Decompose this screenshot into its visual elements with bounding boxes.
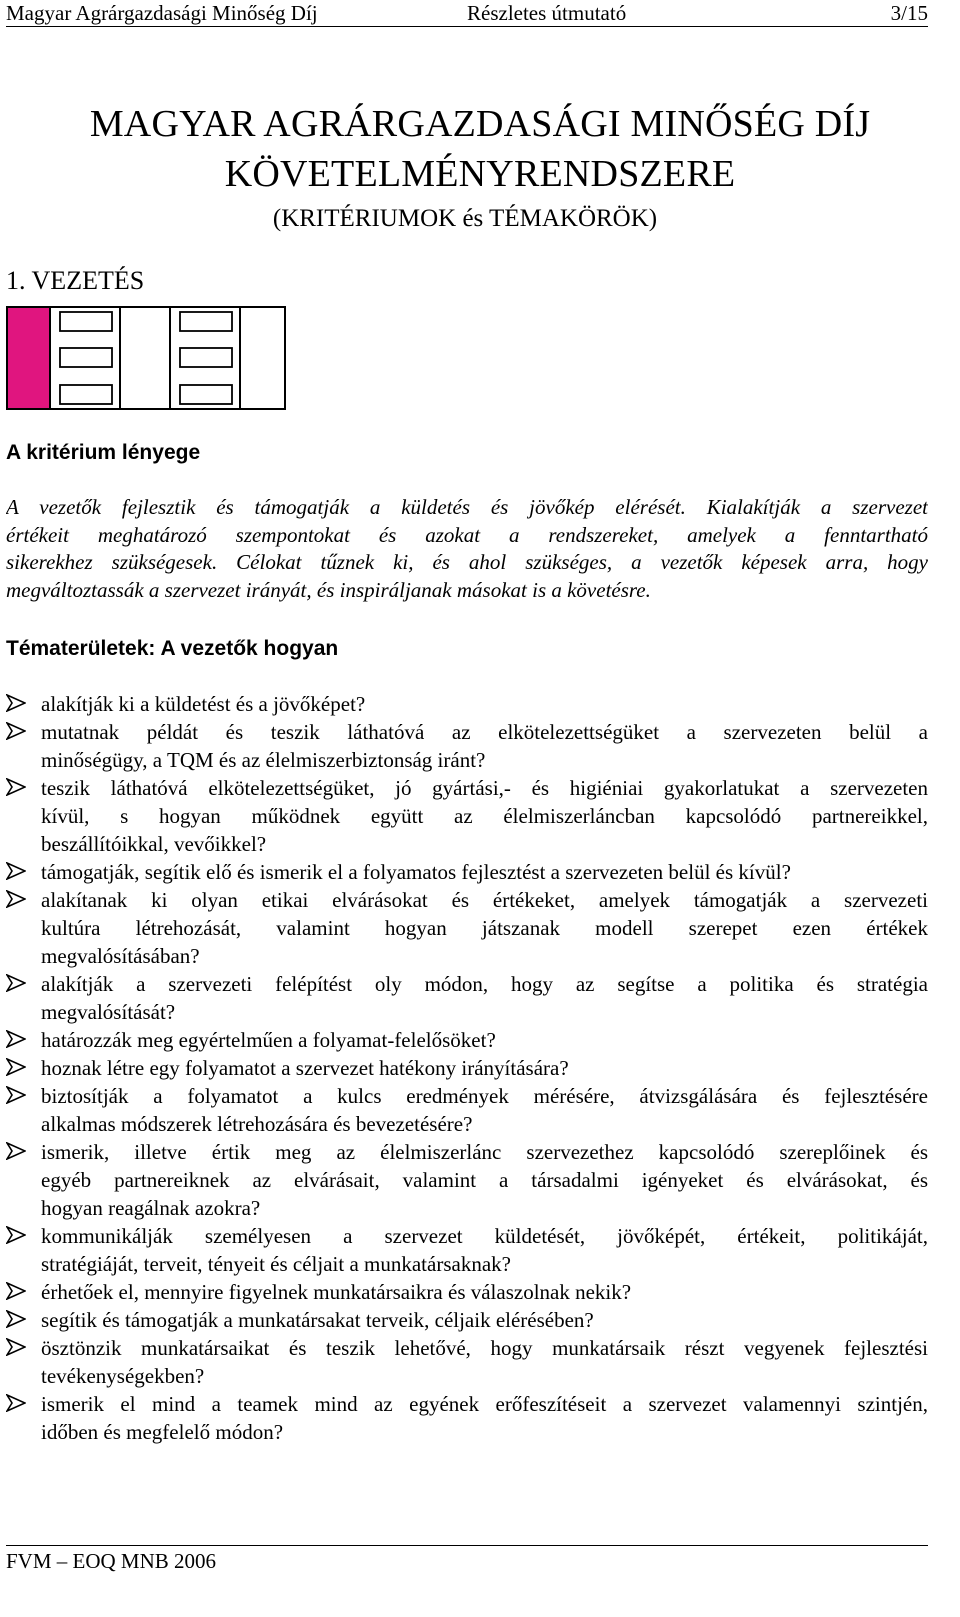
main-subtitle: (KRITÉRIUMOK és TÉMAKÖRÖK) (272, 205, 658, 232)
arrow-bullet-icon (6, 1338, 26, 1356)
section-title: 1. VEZETÉS (6, 266, 145, 295)
list-item-text-line: ismerik el mind a teamek mind az egyének erőfeszítéseit a szervezet valamennyi szintjén, (41, 1392, 928, 1416)
arrow-bullet-icon (6, 1030, 26, 1048)
list-item-text-line: alakítják a szervezeti felépítést oly módon, hogy az segítse a politika és stratégia (41, 972, 928, 996)
list-item (6, 858, 928, 886)
header-document-title: Magyar Agrárgazdasági Minőség Díj (6, 1, 318, 25)
arrow-bullet-icon (6, 722, 26, 740)
arrow-bullet-icon (6, 778, 26, 796)
people-results-box (180, 312, 232, 331)
partnerships-resources-box (60, 385, 112, 404)
list-item (6, 1390, 928, 1446)
header-page-number: 3/15 (890, 1, 928, 25)
customer-results-box (180, 348, 232, 367)
list-item (6, 1334, 928, 1390)
arrow-bullet-icon (6, 862, 26, 880)
list-item (6, 886, 928, 970)
list-item-text-line: minőségügy, a TQM és az élelmiszerbiztonság iránt? (41, 748, 486, 772)
list-item (6, 774, 928, 858)
list-item-text-line: kultúra létrehozását, valamint hogyan játszanak modell szerepet ezen értékek (41, 916, 928, 940)
arrow-bullet-icon (6, 1282, 26, 1300)
list-item-text-line: megvalósítását? (41, 1000, 176, 1024)
list-item-text-line: érhetőek el, mennyire figyelnek munkatársaikra és válaszolnak nekik? (41, 1280, 632, 1304)
list-item-text-line: határozzák meg egyértelműen a folyamat-felelősöket? (41, 1028, 496, 1052)
list-item-text-line: időben és megfelelő módon? (41, 1420, 284, 1444)
description-line: sikerekhez szükségesek. Célokat tűznek ki, és ahol szükséges, a vezetők képesek arra, hogy (6, 550, 928, 574)
page-footer: FVM – EOQ MNB 2006 (6, 1545, 928, 1574)
list-item (6, 1138, 928, 1222)
list-item-text-line: alakítják ki a küldetést és a jövőképet? (41, 692, 366, 716)
list-item (6, 1054, 928, 1082)
arrow-bullet-icon (6, 1310, 26, 1328)
people-box (60, 312, 112, 331)
arrow-bullet-icon (6, 1142, 26, 1160)
list-item-text-line: hogyan reagálnak azokra? (41, 1196, 261, 1220)
list-item (6, 1222, 928, 1278)
process-box (120, 307, 170, 409)
main-title-line-2: KÖVETELMÉNYRENDSZERE (224, 153, 736, 195)
criteria-model-diagram (6, 306, 286, 410)
list-item-text-line: kívül, s hogyan működnek együtt az élelmiszerláncban kapcsolódó partnereikkel, (41, 804, 928, 828)
arrow-bullet-icon (6, 1086, 26, 1104)
list-item-text-line: teszik láthatóvá elkötelezettségüket, jó gyártási,- és higiéniai gyakorlatukat a szervezeten (41, 776, 928, 800)
policy-strategy-box (60, 348, 112, 367)
header-section-title: Részletes útmutató (467, 1, 627, 25)
topics-list (6, 690, 928, 1446)
list-item-text-line: tevékenységekben? (41, 1364, 205, 1388)
arrow-bullet-icon (6, 974, 26, 992)
arrow-bullet-icon (6, 1394, 26, 1412)
society-results-box (180, 385, 232, 404)
list-item-text-line: ösztönzik munkatársaikat és teszik lehetővé, hogy munkatársaik részt vegyenek fejlesztési (41, 1336, 928, 1360)
list-item-text-line: mutatnak példát és teszik láthatóvá az elkötelezettségüket a szervezeten belül a (41, 720, 928, 744)
list-item-text-line: támogatják, segítik elő és ismerik el a folyamatos fejlesztést a szervezeten belül és kívül? (41, 860, 791, 884)
list-item-text-line: stratégiáját, terveit, tényeit és céljait a munkatársaknak? (41, 1252, 511, 1276)
list-item-text-line: alkalmas módszerek létrehozására és bevezetésére? (41, 1112, 473, 1136)
list-item (6, 1082, 928, 1138)
list-item (6, 970, 928, 1026)
criterion-description (6, 494, 928, 604)
list-item-text-line: egyéb partnereiknek az elvárásait, valamint a társadalmi igényeket és elvárásokat, és (41, 1168, 928, 1192)
arrow-bullet-icon (6, 890, 26, 908)
list-item-text-line: biztosítják a folyamatot a kulcs eredmények mérésére, átvizsgálására és fejlesztésére (41, 1084, 928, 1108)
list-item (6, 718, 928, 774)
list-item (6, 1278, 928, 1306)
key-results-box (240, 307, 285, 409)
description-line: A vezetők fejlesztik és támogatják a küldetés és jövőkép elérését. Kialakítják a szervezet (6, 495, 928, 519)
list-item-text-line: kommunikálják személyesen a szervezet küldetését, jövőképét, értékeit, politikáját, (41, 1224, 928, 1248)
main-title-line-1: MAGYAR AGRÁRGAZDASÁGI MINŐSÉG DÍJ (89, 103, 871, 145)
list-item (6, 690, 928, 718)
arrow-bullet-icon (6, 1226, 26, 1244)
arrow-bullet-icon (6, 1058, 26, 1076)
list-item (6, 1306, 928, 1334)
description-line: megváltoztassák a szervezet irányát, és inspiráljanak másokat is a követésre. (6, 577, 651, 602)
list-item-text-line: ismerik, illetve értik meg az élelmiszerlánc szervezethez kapcsolódó szereplőinek és (41, 1140, 928, 1164)
list-item (6, 1026, 928, 1054)
leadership-box-highlighted (7, 307, 50, 409)
list-item-text-line: beszállítóikkal, vevőikkel? (41, 832, 267, 856)
description-line: értékeit meghatározó szempontokat és azokat a rendszereket, amelyek a fenntartható (6, 522, 928, 547)
list-item-text-line: alakítanak ki olyan etikai elvárásokat és értékeket, amelyek támogatják a szervezeti (41, 888, 928, 912)
list-item-text-line: segítik és támogatják a munkatársakat terveik, céljaik elérésében? (41, 1308, 594, 1332)
list-item-text-line: hoznak létre egy folyamatot a szervezet hatékony irányítására? (41, 1056, 569, 1080)
list-item-text-line: megvalósításában? (41, 944, 200, 968)
arrow-bullet-icon (6, 694, 26, 712)
page-header (6, 0, 928, 27)
topics-heading: Tématerületek: A vezetők hogyan (6, 637, 339, 660)
criterion-essence-heading: A kritérium lényege (6, 441, 201, 464)
